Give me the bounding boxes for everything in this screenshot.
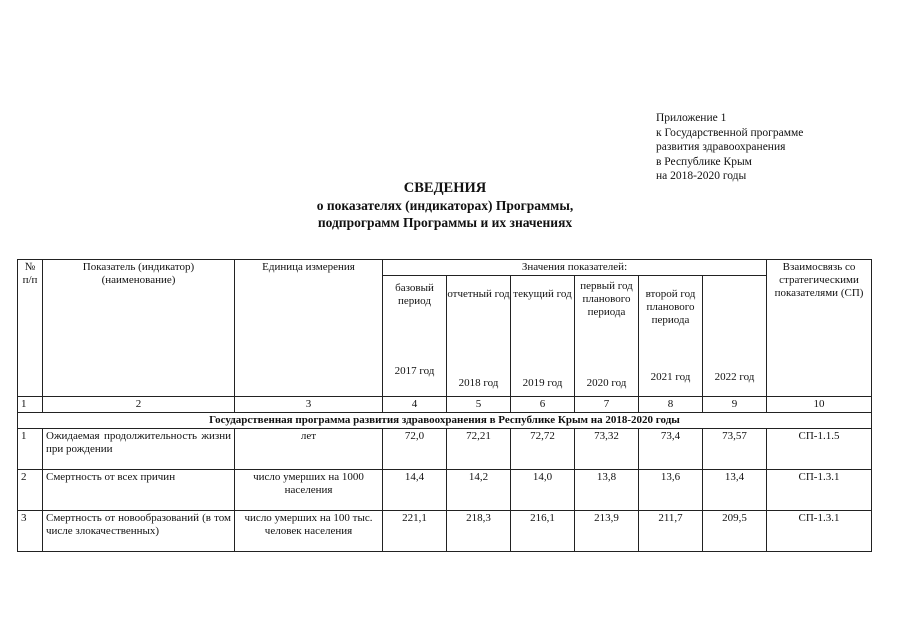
row-value: 72,72 xyxy=(511,429,575,470)
row-link: СП-1.3.1 xyxy=(767,511,872,552)
row-value: 73,4 xyxy=(639,429,703,470)
appendix-line: в Республике Крым xyxy=(656,155,752,168)
column-number: 2 xyxy=(43,397,235,413)
period-label: базовый период xyxy=(395,282,434,307)
period-year: 2017 год xyxy=(394,365,435,377)
appendix-line: развития здравоохранения xyxy=(656,141,786,153)
row-unit: лет xyxy=(235,429,383,470)
row-value: 221,1 xyxy=(383,511,447,552)
period-year: 2019 год xyxy=(522,377,563,389)
row-value: 14,2 xyxy=(447,470,511,511)
table-row xyxy=(18,429,872,470)
header-row xyxy=(18,260,872,276)
period-year: 2022 год xyxy=(714,371,755,383)
period-cell xyxy=(575,276,639,397)
row-value: 14,0 xyxy=(511,470,575,511)
title-line-3: подпрограмм Программы и их значениях xyxy=(317,215,573,230)
row-num: 1 xyxy=(18,429,43,470)
column-number: 3 xyxy=(235,397,383,413)
row-value: 73,57 xyxy=(703,429,767,470)
appendix-line: к Государственной программе xyxy=(656,126,804,139)
period-year: 2021 год xyxy=(650,371,691,383)
title-line-1: СВЕДЕНИЯ xyxy=(403,180,487,196)
row-value: 213,9 xyxy=(575,511,639,552)
column-number: 4 xyxy=(383,397,447,413)
header-indicator: Показатель (индикатор) (наименование) xyxy=(43,260,235,397)
row-value: 211,7 xyxy=(639,511,703,552)
row-value: 218,3 xyxy=(447,511,511,552)
column-number: 5 xyxy=(447,397,511,413)
header-link: Взаимосвязь со стратегическими показателями (СП) xyxy=(767,260,872,397)
row-indicator: Смертность от новообразований (в том числе злокачественных) xyxy=(43,511,235,552)
column-number: 8 xyxy=(639,397,703,413)
table-row xyxy=(18,470,872,511)
period-label: второй год планового периода xyxy=(645,288,696,326)
indicators-table xyxy=(17,259,872,552)
row-value: 13,4 xyxy=(703,470,767,511)
document-title xyxy=(0,180,890,231)
period-cell xyxy=(639,276,703,397)
row-num: 3 xyxy=(18,511,43,552)
row-unit: число умерших на 100 тыс. человек населения xyxy=(235,511,383,552)
period-cell xyxy=(703,276,767,397)
appendix-line: на 2018-2020 годы xyxy=(656,170,747,182)
period-cell xyxy=(383,276,447,397)
row-value: 72,21 xyxy=(447,429,511,470)
period-cell xyxy=(511,276,575,397)
period-label: текущий год xyxy=(513,288,572,300)
period-label: первый год планового периода xyxy=(580,280,633,318)
header-num: № п/п xyxy=(18,260,43,397)
row-value: 216,1 xyxy=(511,511,575,552)
row-value: 209,5 xyxy=(703,511,767,552)
appendix-note xyxy=(656,111,803,184)
column-number: 10 xyxy=(767,397,872,413)
header-values: Значения показателей: xyxy=(383,260,767,276)
appendix-line: Приложение 1 xyxy=(656,112,727,124)
row-indicator: Смертность от всех причин xyxy=(43,470,235,511)
column-number: 1 xyxy=(18,397,43,413)
row-unit: число умерших на 1000 населения xyxy=(235,470,383,511)
period-year: 2020 год xyxy=(586,377,627,389)
period-cell xyxy=(447,276,511,397)
column-number: 7 xyxy=(575,397,639,413)
section-title: Государственная программа развития здравоохранения в Республике Крым на 2018-2020 годы xyxy=(18,413,872,429)
row-value: 72,0 xyxy=(383,429,447,470)
row-value: 73,32 xyxy=(575,429,639,470)
row-value: 14,4 xyxy=(383,470,447,511)
row-indicator: Ожидаемая продолжительность жизни при рождении xyxy=(43,429,235,470)
row-value: 13,8 xyxy=(575,470,639,511)
column-number: 6 xyxy=(511,397,575,413)
row-link: СП-1.3.1 xyxy=(767,470,872,511)
table-row xyxy=(18,511,872,552)
title-line-2: о показателях (индикаторах) Программы, xyxy=(316,198,574,213)
header-unit: Единица измерения xyxy=(235,260,383,397)
period-label: отчетный год xyxy=(447,288,510,300)
section-row xyxy=(18,413,872,429)
row-link: СП-1.1.5 xyxy=(767,429,872,470)
column-number: 9 xyxy=(703,397,767,413)
row-num: 2 xyxy=(18,470,43,511)
row-value: 13,6 xyxy=(639,470,703,511)
period-year: 2018 год xyxy=(458,377,499,389)
column-numbers-row xyxy=(18,397,872,413)
